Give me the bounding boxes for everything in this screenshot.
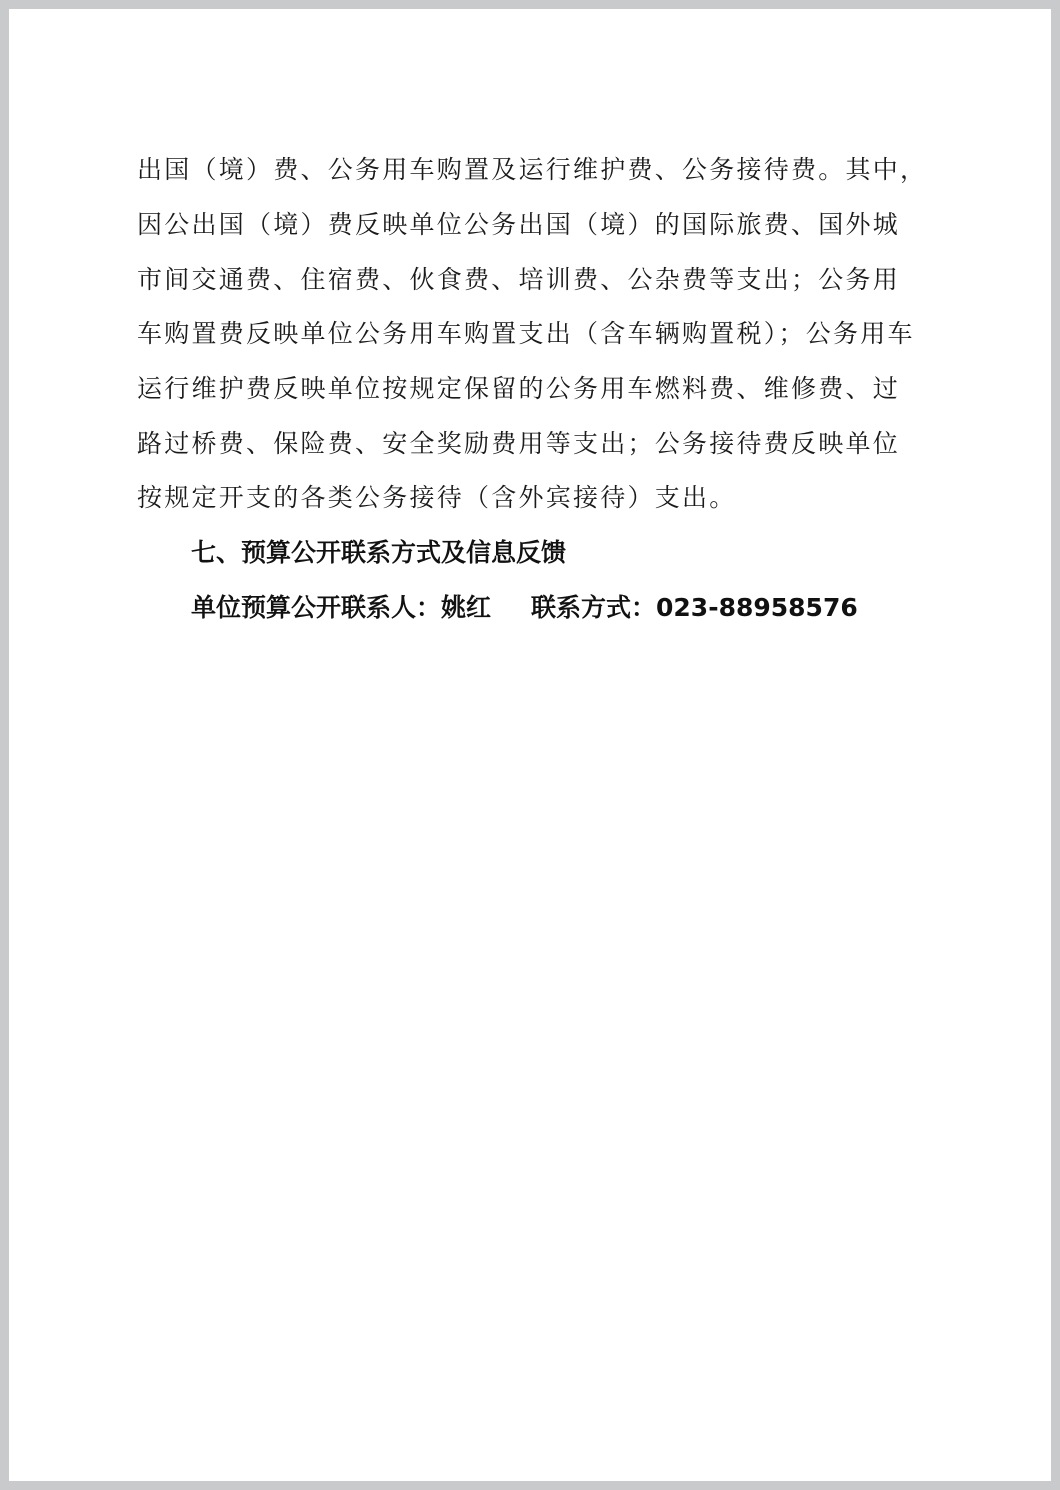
paragraph-line-1: 出国（境）费、公务用车购置及运行维护费、公务接待费。其中， [137, 155, 928, 184]
paragraph-line-4: 车购置费反映单位公务用车购置支出（含车辆购置税）；公务用车 [137, 319, 915, 348]
contact-phone: 联系方式：023-88958576 [531, 593, 858, 622]
section-heading: 七、预算公开联系方式及信息反馈 [191, 538, 567, 567]
contact-line [191, 591, 991, 625]
contact-person: 单位预算公开联系人：姚红 [191, 593, 492, 622]
paragraph-line-5: 运行维护费反映单位按规定保留的公务用车燃料费、维修费、过 [137, 374, 901, 403]
paragraph-line-7: 按规定开支的各类公务接待（含外宾接待）支出。 [137, 483, 737, 512]
paragraph-line-2: 因公出国（境）费反映单位公务出国（境）的国际旅费、国外城 [137, 210, 901, 239]
paragraph-line-3: 市间交通费、住宿费、伙食费、培训费、公杂费等支出；公务用 [137, 265, 901, 294]
paragraph-line-6: 路过桥费、保险费、安全奖励费用等支出；公务接待费反映单位 [137, 429, 901, 458]
document-page [9, 9, 1051, 1481]
